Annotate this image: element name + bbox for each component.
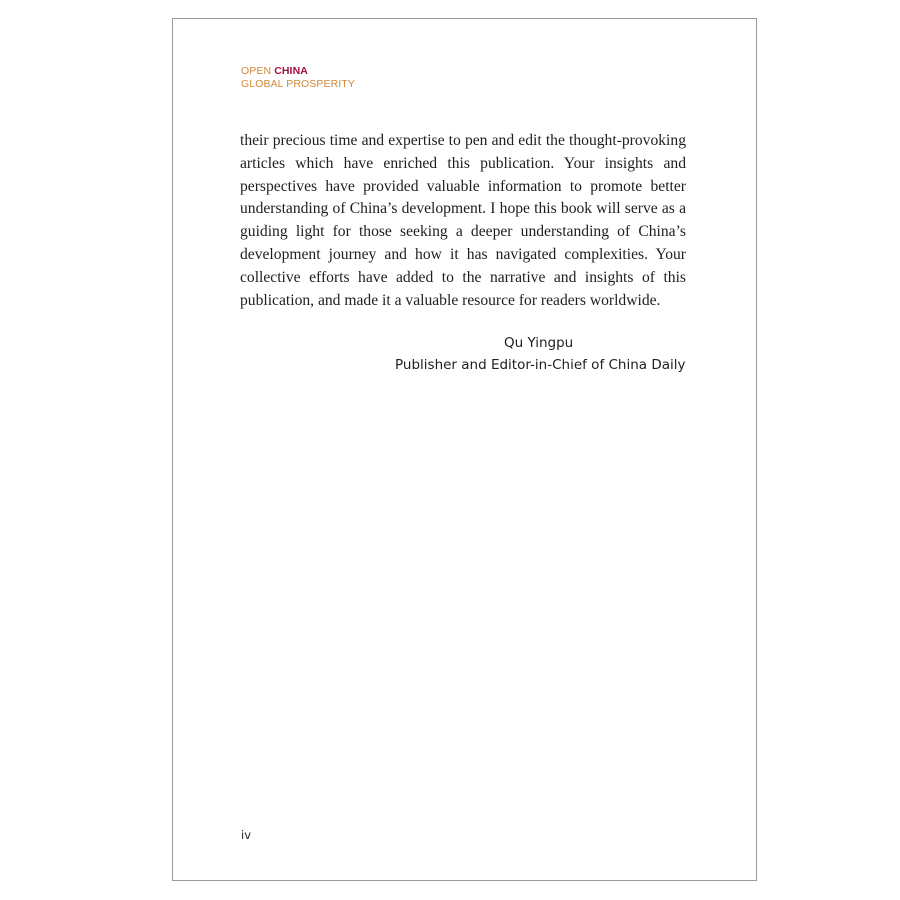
header-china-text: CHINA (274, 65, 308, 77)
signature-name: Qu Yingpu (504, 335, 574, 351)
running-header (241, 65, 355, 90)
book-page (172, 18, 757, 881)
header-open-text: OPEN (241, 65, 275, 77)
signature-title: Publisher and Editor-in-Chief of China Daily (395, 357, 686, 373)
body-paragraph: their precious time and expertise to pen and edit the thought-provoking articles which have enriched this publication. Your insights and perspectives have provided valuable information to promote better understanding of China’s development. I hope this book will serve as a guiding light for those seeking a deeper understanding of China’s development journey and how it has navigated complexities. Your collective efforts have added to the narrative and insights of this publication, and made it a valuable resource for readers worldwide. (240, 132, 686, 309)
header-line-1 (241, 65, 355, 78)
page-number: iv (241, 828, 252, 842)
header-line-2: GLOBAL PROSPERITY (241, 77, 355, 90)
